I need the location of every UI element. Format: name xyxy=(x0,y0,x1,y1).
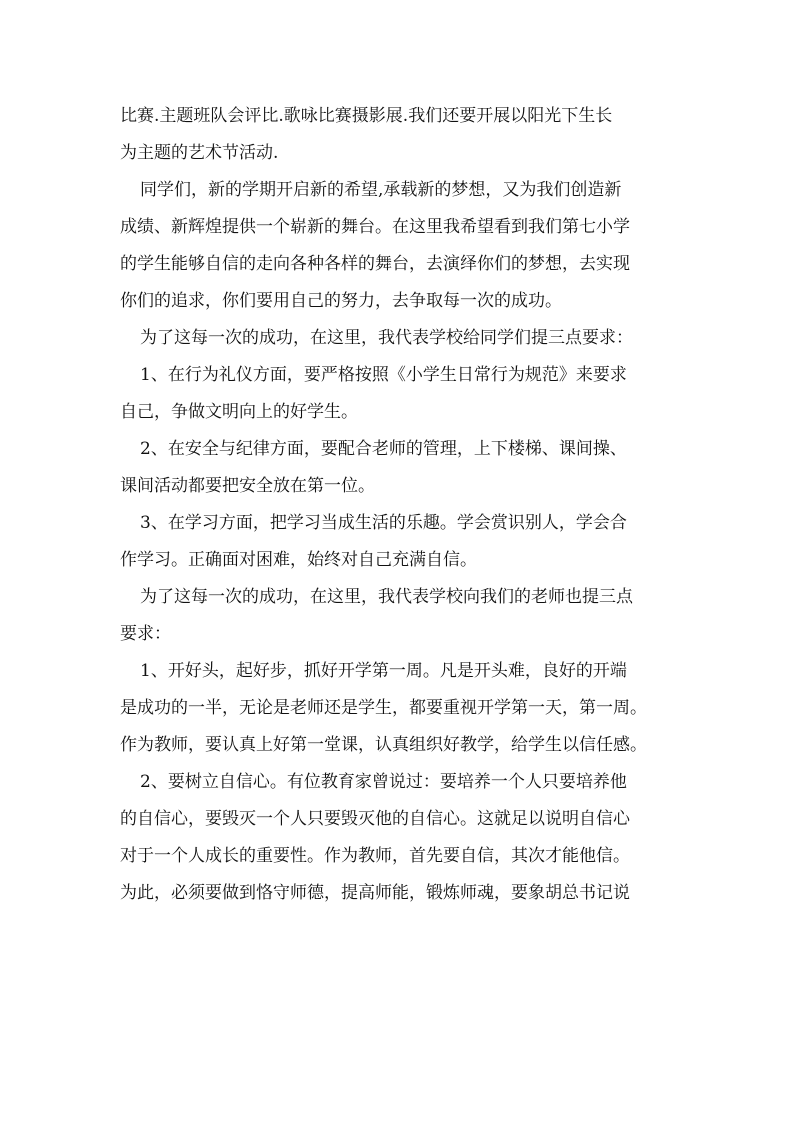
paragraph-8 xyxy=(120,653,680,764)
text-line: 为此，必须要做到恪守师德，提高师能，锻炼师魂，要象胡总书记说 xyxy=(120,883,630,903)
paragraph-2 xyxy=(120,172,680,320)
text-line: 3、在学习方面，把学习当成生活的乐趣。学会赏识别人，学会合 xyxy=(140,513,627,533)
paragraph-6 xyxy=(120,505,680,579)
paragraph-7 xyxy=(120,579,680,653)
text-line: 2、在安全与纪律方面，要配合老师的管理，上下楼梯、课间操、 xyxy=(140,439,627,459)
text-line: 的学生能够自信的走向各种各样的舞台，去演绎你们的梦想，去实现 xyxy=(120,254,630,274)
text-line: 1、在行为礼仪方面，要严格按照《小学生日常行为规范》来要求 xyxy=(140,365,627,385)
text-line: 为主题的艺术节活动. xyxy=(120,143,279,163)
paragraph-9 xyxy=(120,764,680,912)
document-body xyxy=(120,98,680,912)
text-line: 对于一个人成长的重要性。作为教师，首先要自信，其次才能他信。 xyxy=(120,846,630,866)
paragraph-5 xyxy=(120,431,680,505)
text-line: 同学们，新的学期开启新的希望,承载新的梦想，又为我们创造新 xyxy=(140,180,622,200)
text-line: 为了这每一次的成功，在这里，我代表学校给同学们提三点要求： xyxy=(140,328,633,348)
text-line: 比赛.主题班队会评比.歌咏比赛摄影展.我们还要开展以阳光下生长 xyxy=(120,106,613,126)
paragraph-3 xyxy=(120,320,680,357)
text-line: 作为教师，要认真上好第一堂课，认真组织好教学，给学生以信任感。 xyxy=(120,735,647,755)
paragraph-4 xyxy=(120,357,680,431)
paragraph-1 xyxy=(120,98,680,172)
text-line: 要求： xyxy=(120,624,171,644)
text-line: 的自信心，要毁灭一个人只要毁灭他的自信心。这就足以说明自信心 xyxy=(120,809,630,829)
text-line: 课间活动都要把安全放在第一位。 xyxy=(120,476,375,496)
text-line: 成绩、新辉煌提供一个崭新的舞台。在这里我希望看到我们第七小学 xyxy=(120,217,630,237)
text-line: 是成功的一半，无论是老师还是学生，都要重视开学第一天，第一周。 xyxy=(120,698,647,718)
text-line: 自己，争做文明向上的好学生。 xyxy=(120,402,358,422)
text-line: 你们的追求，你们要用自己的努力，去争取每一次的成功。 xyxy=(120,291,562,311)
text-line: 为了这每一次的成功，在这里，我代表学校向我们的老师也提三点 xyxy=(140,587,633,607)
text-line: 2、要树立自信心。有位教育家曾说过：要培养一个人只要培养他 xyxy=(140,772,627,792)
text-line: 作学习。正确面对困难，始终对自己充满自信。 xyxy=(120,550,477,570)
text-line: 1、开好头，起好步，抓好开学第一周。凡是开头难，良好的开端 xyxy=(140,661,627,681)
